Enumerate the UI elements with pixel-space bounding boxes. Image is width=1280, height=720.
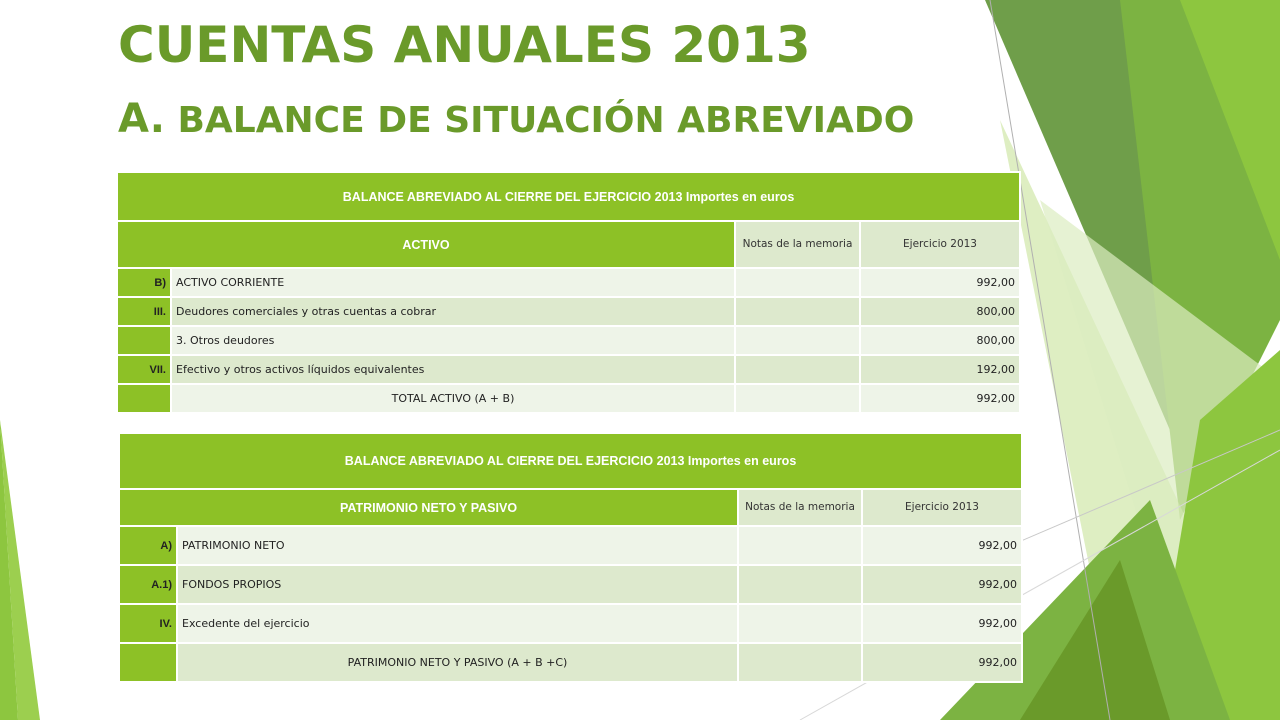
slide-subtitle [118, 94, 914, 146]
slide-title: CUENTAS ANUALES 2013 [118, 16, 811, 74]
row-notes [738, 604, 862, 643]
pasivo-column-row [119, 489, 1022, 526]
table-row [117, 326, 1020, 355]
row-amount: 992,00 [862, 565, 1022, 604]
pasivo-header-row [119, 433, 1022, 489]
row-code [119, 643, 177, 682]
activo-table [116, 171, 1021, 414]
row-code: III. [117, 297, 171, 326]
table-row [117, 355, 1020, 384]
row-concept: ACTIVO CORRIENTE [171, 268, 735, 297]
row-amount: 192,00 [860, 355, 1020, 384]
row-amount: 992,00 [862, 526, 1022, 565]
row-notes [738, 643, 862, 682]
table-row-total [119, 643, 1022, 682]
col-activo: ACTIVO [117, 221, 735, 268]
row-amount: 800,00 [860, 297, 1020, 326]
col-ejercicio: Ejercicio 2013 [860, 221, 1020, 268]
table-row [117, 268, 1020, 297]
subtitle-text: BALANCE DE SITUACIÓN ABREVIADO [177, 100, 915, 141]
table-row [119, 604, 1022, 643]
activo-header-row [117, 172, 1020, 221]
table-row-total [117, 384, 1020, 413]
row-amount: 992,00 [862, 643, 1022, 682]
col-notas: Notas de la memoria [735, 221, 860, 268]
row-code [117, 326, 171, 355]
table-row [119, 526, 1022, 565]
row-notes [738, 526, 862, 565]
row-amount: 992,00 [862, 604, 1022, 643]
subtitle-prefix: A. [118, 96, 165, 142]
row-notes [735, 297, 860, 326]
col-notas: Notas de la memoria [738, 489, 862, 526]
row-concept: Efectivo y otros activos líquidos equivalentes [171, 355, 735, 384]
row-concept: 3. Otros deudores [171, 326, 735, 355]
row-code: A) [119, 526, 177, 565]
row-code [117, 384, 171, 413]
activo-header: BALANCE ABREVIADO AL CIERRE DEL EJERCICIO 2013 Importes en euros [117, 172, 1020, 221]
row-concept: PATRIMONIO NETO [177, 526, 738, 565]
row-code: IV. [119, 604, 177, 643]
row-concept: Deudores comerciales y otras cuentas a cobrar [171, 297, 735, 326]
row-amount: 992,00 [860, 384, 1020, 413]
pasivo-header: BALANCE ABREVIADO AL CIERRE DEL EJERCICIO 2013 Importes en euros [119, 433, 1022, 489]
row-code: B) [117, 268, 171, 297]
row-notes [735, 355, 860, 384]
row-notes [735, 268, 860, 297]
row-notes [735, 326, 860, 355]
row-notes [735, 384, 860, 413]
row-concept: TOTAL ACTIVO (A + B) [171, 384, 735, 413]
table-row [119, 565, 1022, 604]
activo-column-row [117, 221, 1020, 268]
row-amount: 800,00 [860, 326, 1020, 355]
row-concept: PATRIMONIO NETO Y PASIVO (A + B +C) [177, 643, 738, 682]
row-amount: 992,00 [860, 268, 1020, 297]
row-notes [738, 565, 862, 604]
row-concept: Excedente del ejercicio [177, 604, 738, 643]
col-ejercicio: Ejercicio 2013 [862, 489, 1022, 526]
row-concept: FONDOS PROPIOS [177, 565, 738, 604]
table-row [117, 297, 1020, 326]
col-pasivo: PATRIMONIO NETO Y PASIVO [119, 489, 738, 526]
row-code: VII. [117, 355, 171, 384]
pasivo-table [118, 432, 1023, 683]
row-code: A.1) [119, 565, 177, 604]
